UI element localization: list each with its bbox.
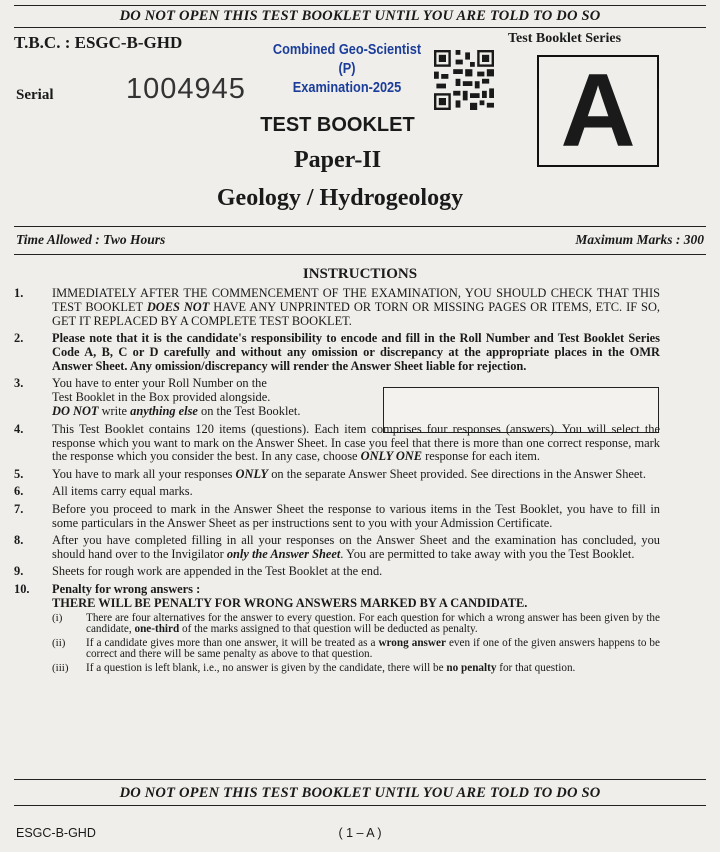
footer-code: ESGC-B-GHD — [16, 826, 96, 840]
item-text — [52, 583, 660, 676]
item-text: Sheets for rough work are appended in the Test Booklet at the end. — [52, 564, 383, 579]
qr-code-icon — [434, 50, 494, 110]
instruction-item — [14, 287, 660, 329]
instructions-title: INSTRUCTIONS — [302, 266, 418, 282]
instruction-item — [14, 503, 660, 531]
item-text: After you have completed filling in all your responses on the Answer Sheet and the examination has concluded, you should hand over to the Invigilator only the Answer Sheet. You are permitted to take away with you the Test Booklet. — [52, 533, 660, 561]
item-text: IMMEDIATELY AFTER THE COMMENCEMENT OF THE EXAMINATION, YOU SHOULD CHECK THAT THIS TEST BOOKLET DOES NOT HAVE ANY UNPRINTED OR TORN OR MISSING PAGES OR ITEMS, ETC. IF SO, GET IT REPLACED BY A COMPLETE TEST BOOKLET. — [52, 286, 660, 328]
item-number: 7. — [14, 501, 24, 516]
footer-page-number: ( 1 – A ) — [338, 826, 382, 840]
exam-stamp-line1: Combined Geo-Scientist (P) — [272, 42, 422, 77]
time-allowed: Time Allowed : Two Hours — [16, 232, 166, 247]
instruction-item — [14, 565, 660, 579]
series-label: Test Booklet Series — [508, 31, 622, 46]
top-rule — [14, 5, 706, 6]
penalty-clause: (i) There are four alternatives for the answer to every question. For each question for which a wrong answer has been given by the candidate, one-third of the marks assigned to that question will be deducted as penalty. — [52, 611, 660, 636]
series-code-box — [537, 55, 659, 167]
instruction-item — [14, 423, 660, 465]
item-text: This Test Booklet contains 120 items (questions). Each item comprises four responses (answers). You will select the response which you want to mark on the Answer Sheet. In case you feel that there is more than one correct response, mark the response which you consider the best. In any case, choose ONLY ONE response for each item. — [52, 421, 660, 464]
tbc-code: T.B.C. : ESGC-B-GHD — [14, 33, 183, 52]
item-number: 10. — [14, 581, 30, 596]
meta-top-rule — [14, 226, 706, 227]
paper-title: Paper-II — [293, 147, 382, 173]
item-number: 6. — [14, 484, 24, 499]
item-number: 8. — [14, 533, 24, 547]
instruction-item — [14, 332, 660, 374]
bottom-rule — [14, 805, 706, 806]
item-text: You have to mark all your responses ONLY on the separate Answer Sheet provided. See directions in the Answer Sheet. — [52, 466, 646, 481]
item-text: You have to enter your Roll Number on the Test Booklet in the Box provided alongside. DO NOT write anything else on the Test Booklet. — [52, 376, 301, 419]
bottom-banner: DO NOT OPEN THIS TEST BOOKLET UNTIL YOU ARE TOLD TO DO SO — [119, 785, 601, 801]
penalty-title: Penalty for wrong answers : — [52, 581, 201, 596]
meta-row — [16, 232, 704, 248]
item-number: 4. — [14, 421, 24, 436]
booklet-title: TEST BOOKLET — [260, 114, 415, 136]
penalty-clause: (ii) If a candidate gives more than one answer, it will be treated as a wrong answer even if one of the given answers happens to be correct and there will be same penalty as above to that question. — [52, 636, 660, 661]
meta-bottom-rule — [14, 254, 706, 255]
top-banner: DO NOT OPEN THIS TEST BOOKLET UNTIL YOU ARE TOLD TO DO SO — [119, 8, 601, 24]
serial-number: 1004945 — [126, 73, 246, 105]
item-number: 9. — [14, 564, 24, 579]
exam-stamp — [272, 41, 422, 98]
item-number: 3. — [14, 376, 24, 391]
instruction-item — [14, 377, 660, 419]
instructions-list — [14, 287, 660, 676]
item-number: 1. — [14, 286, 24, 300]
series-code: A — [560, 53, 636, 169]
item-text: All items carry equal marks. — [52, 484, 193, 499]
item-text: Before you proceed to mark in the Answer Sheet the response to various items in the Test Booklet, you have to fill in some particulars in the Answer Sheet as per instructions sent to you with your Admission Certificate. — [52, 501, 660, 530]
max-marks: Maximum Marks : 300 — [575, 232, 704, 247]
item-number: 2. — [14, 331, 24, 346]
instruction-item — [14, 468, 660, 482]
instruction-item — [14, 534, 660, 562]
subject-title: Geology / Hydrogeology — [216, 185, 464, 211]
item-number: 5. — [14, 466, 24, 481]
top-banner-rule — [14, 27, 706, 28]
instruction-item — [14, 485, 660, 499]
serial-label: Serial — [16, 87, 54, 103]
penalty-subtitle: THERE WILL BE PENALTY FOR WRONG ANSWERS MARKED BY A CANDIDATE. — [52, 595, 528, 610]
instruction-item — [14, 583, 660, 676]
item-text: Please note that it is the candidate's responsibility to encode and fill in the Roll Number and Test Booklet Series Code A, B, C or D carefully and without any omission or discrepancy at the appropriate places in the OMR Answer Sheet. Any omission/discrepancy will render the Answer Sheet liable for rejection. — [52, 331, 660, 374]
exam-stamp-line2: Examination-2025 — [292, 80, 402, 96]
bottom-banner-rule — [14, 779, 706, 780]
penalty-clause: (iii) If a question is left blank, i.e., no answer is given by the candidate, there will be no penalty for that question. — [52, 661, 576, 674]
